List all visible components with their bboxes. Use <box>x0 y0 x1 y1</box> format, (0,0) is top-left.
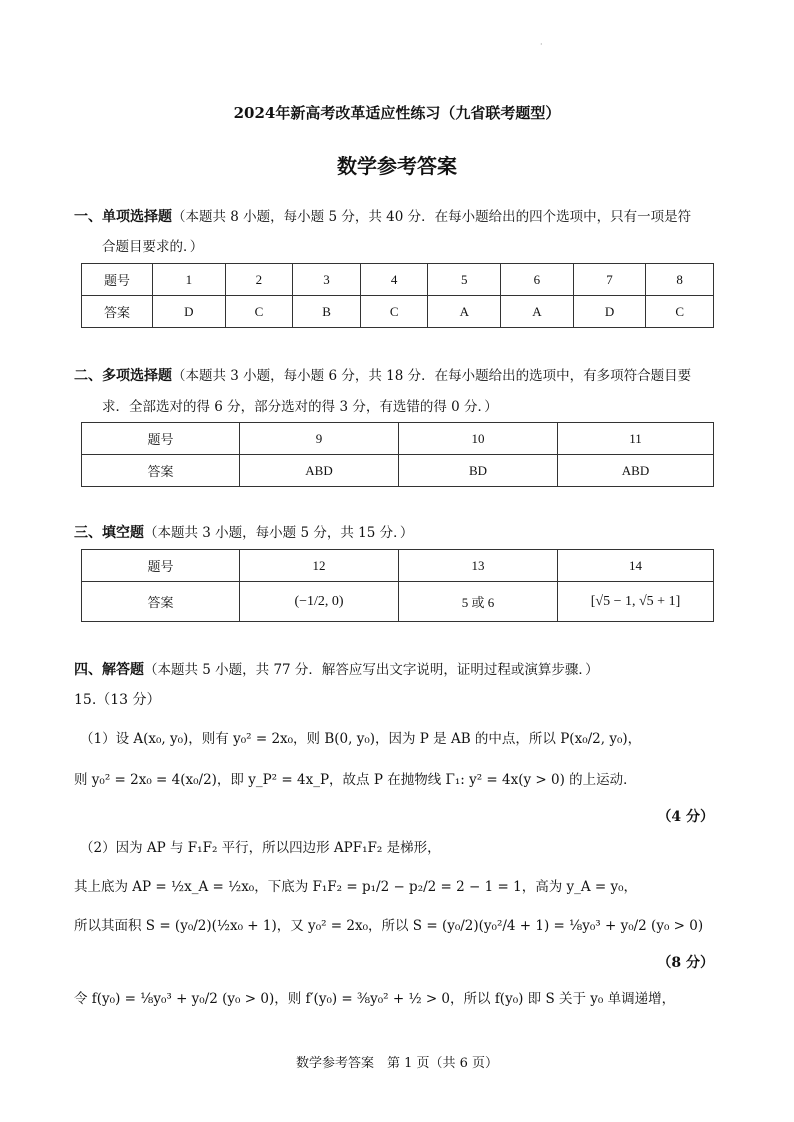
document-title: 2024年新高考改革适应性练习（九省联考题型） <box>233 104 561 122</box>
table-cell: 6 <box>501 264 574 296</box>
table-cell: 5 <box>428 264 501 296</box>
stray-dot: · <box>540 40 543 49</box>
table-header-number: 题号 <box>82 264 153 296</box>
table-cell: 12 <box>240 550 399 582</box>
section2-note: （本题共 3 小题，每小题 6 分，共 18 分．在每小题给出的选项中，有多项符合题目要 <box>172 368 692 384</box>
section2-note-line2: 求．全部选对的得 6 分，部分选对的得 3 分，有选错的得 0 分．） <box>102 399 498 415</box>
table-cell: ABD <box>240 455 399 487</box>
section1-note: （本题共 8 小题，每小题 5 分，共 40 分．在每小题给出的四个选项中，只有一项是符 <box>172 209 692 225</box>
table-cell: 10 <box>399 423 558 455</box>
score-part1: （4 分） <box>657 809 714 825</box>
problem-15-label: 15.（13 分） <box>74 692 161 708</box>
section1-heading: 一、单项选择题 <box>74 209 172 225</box>
table-header-number: 题号 <box>82 423 240 455</box>
table-cell: C <box>225 296 293 328</box>
table-header-answer: 答案 <box>82 296 153 328</box>
section3-table <box>81 549 714 622</box>
table-cell: D <box>573 296 646 328</box>
table-cell: D <box>153 296 226 328</box>
section4-intro <box>74 655 734 685</box>
table-cell: 8 <box>646 264 714 296</box>
section2-intro <box>74 361 734 391</box>
section3-intro <box>74 518 734 548</box>
section4-note: （本题共 5 小题，共 77 分．解答应写出文字说明，证明过程或演算步骤．） <box>144 662 599 678</box>
table-cell-answer-13: 5 或 6 <box>399 582 558 622</box>
table-cell: A <box>428 296 501 328</box>
document-subtitle: 数学参考答案 <box>337 154 457 178</box>
section2-heading: 二、多项选择题 <box>74 368 172 384</box>
section1-table <box>81 263 714 328</box>
table-cell: ABD <box>558 455 714 487</box>
table-header-answer: 答案 <box>82 582 240 622</box>
table-row <box>82 455 714 487</box>
table-cell: 7 <box>573 264 646 296</box>
section3-note: （本题共 3 小题，每小题 5 分，共 15 分．） <box>144 525 414 541</box>
table-cell: B <box>293 296 361 328</box>
section1-note-line2: 合题目要求的．） <box>102 239 204 255</box>
section1-intro <box>74 202 734 232</box>
table-header-number: 题号 <box>82 550 240 582</box>
part1-line1: （1）设 A(x₀, y₀)，则有 y₀² = 2x₀，则 B(0, y₀)，因为 P 是 AB 的中点，所以 P(x₀/2, y₀)， <box>80 731 642 747</box>
table-cell: C <box>360 296 428 328</box>
table-cell: 13 <box>399 550 558 582</box>
part2-line3: 所以其面积 S = (y₀/2)(½x₀ + 1)，又 y₀² = 2x₀，所以 S = (y₀/2)(y₀²/4 + 1) = ⅛y₀³ + y₀/2 (y₀ > 0) <box>74 918 704 934</box>
part1-line2: 则 y₀² = 2x₀ = 4(x₀/2)，即 y_P² = 4x_P，故点 P 在抛物线 Γ₁: y² = 4x(y > 0) 的上运动． <box>74 772 637 788</box>
table-cell-answer-12: (−1/2, 0) <box>240 582 399 622</box>
table-row <box>82 423 714 455</box>
section2-table <box>81 422 714 487</box>
table-cell: BD <box>399 455 558 487</box>
table-cell: 1 <box>153 264 226 296</box>
table-cell: A <box>501 296 574 328</box>
table-row <box>82 296 714 328</box>
table-cell: 2 <box>225 264 293 296</box>
score-part2: （8 分） <box>657 955 714 971</box>
table-header-answer: 答案 <box>82 455 240 487</box>
part2-line2: 其上底为 AP = ½x_A = ½x₀，下底为 F₁F₂ = p₁/2 − p₂/2 = 2 − 1 = 1，高为 y_A = y₀， <box>74 879 638 895</box>
table-row <box>82 264 714 296</box>
part2-line1: （2）因为 AP 与 F₁F₂ 平行，所以四边形 APF₁F₂ 是梯形， <box>80 840 441 856</box>
section4-heading: 四、解答题 <box>74 662 144 678</box>
table-cell: 14 <box>558 550 714 582</box>
table-cell: 9 <box>240 423 399 455</box>
table-cell: 4 <box>360 264 428 296</box>
table-cell: 11 <box>558 423 714 455</box>
section3-heading: 三、填空题 <box>74 525 144 541</box>
part2-line4: 令 f(y₀) = ⅛y₀³ + y₀/2 (y₀ > 0)，则 f′(y₀) = ⅜y₀² + ½ > 0，所以 f(y₀) 即 S 关于 y₀ 单调递增， <box>74 991 676 1007</box>
table-cell: C <box>646 296 714 328</box>
table-row <box>82 582 714 622</box>
table-cell-answer-14: [√5 − 1, √5 + 1] <box>558 582 714 622</box>
page-footer: 数学参考答案 第 1 页（共 6 页） <box>295 1056 499 1071</box>
table-row <box>82 550 714 582</box>
table-cell: 3 <box>293 264 361 296</box>
